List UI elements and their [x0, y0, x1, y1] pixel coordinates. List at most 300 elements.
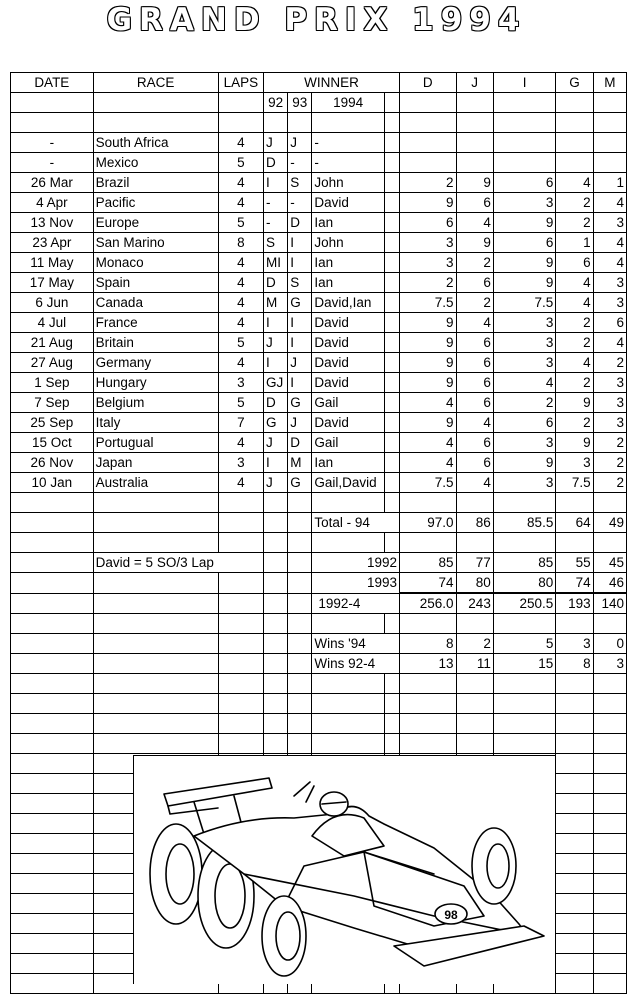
- wins92-4-d: 13: [400, 654, 456, 674]
- race-row: [11, 373, 627, 393]
- race-j-cell: [456, 153, 493, 173]
- race-g-cell: 6: [556, 253, 593, 273]
- marker-cell: [384, 213, 399, 233]
- race-d-cell: 7.5: [400, 473, 456, 493]
- race-i-cell: 4: [493, 373, 556, 393]
- race-laps-cell: 4: [218, 273, 263, 293]
- race-i-cell: 9: [493, 453, 556, 473]
- wins94-j: 2: [456, 634, 493, 654]
- race-w94-cell: Gail: [312, 393, 385, 413]
- marker-cell: [384, 473, 399, 493]
- race-w93-cell: -: [288, 153, 312, 173]
- marker-cell: [384, 313, 399, 333]
- race-m-cell: 2: [593, 433, 626, 453]
- race-row: [11, 173, 627, 193]
- marker-cell: [384, 273, 399, 293]
- race-laps-cell: 4: [218, 193, 263, 213]
- marker-cell: [384, 233, 399, 253]
- race-w94-cell: Ian: [312, 253, 385, 273]
- race-m-cell: 3: [593, 273, 626, 293]
- race-m-cell: 4: [593, 333, 626, 353]
- blank-row: [11, 674, 627, 694]
- race-w92-cell: M: [264, 293, 288, 313]
- race-d-cell: 4: [400, 453, 456, 473]
- race-row: [11, 393, 627, 413]
- race-m-cell: 4: [593, 253, 626, 273]
- race-w93-cell: J: [288, 413, 312, 433]
- race-row: [11, 253, 627, 273]
- race-w92-cell: J: [264, 133, 288, 153]
- race-date-cell: 17 May: [11, 273, 94, 293]
- year-1992-4-row: [11, 593, 627, 614]
- note: David = 5 SO/3 Lap: [93, 553, 263, 573]
- race-w94-cell: John: [312, 233, 385, 253]
- race-race-cell: Italy: [93, 413, 218, 433]
- race-laps-cell: 8: [218, 233, 263, 253]
- header-93: 93: [288, 93, 312, 113]
- race-row: [11, 213, 627, 233]
- wins94-d: 8: [400, 634, 456, 654]
- race-w92-cell: I: [264, 173, 288, 193]
- total-94-row: [11, 513, 627, 533]
- race-row: [11, 413, 627, 433]
- marker-cell: [384, 153, 399, 173]
- wins-94-label: Wins '94: [312, 634, 400, 654]
- race-laps-cell: 5: [218, 333, 263, 353]
- race-i-cell: 9: [493, 213, 556, 233]
- race-laps-cell: 4: [218, 433, 263, 453]
- race-d-cell: 9: [400, 313, 456, 333]
- race-d-cell: 4: [400, 433, 456, 453]
- race-w93-cell: G: [288, 393, 312, 413]
- wins-94-row: [11, 634, 627, 654]
- blank-row: [11, 614, 627, 634]
- race-i-cell: 3: [493, 313, 556, 333]
- y1993-m: 46: [593, 573, 626, 594]
- marker-cell: [384, 393, 399, 413]
- race-m-cell: 2: [593, 473, 626, 493]
- race-w93-cell: D: [288, 433, 312, 453]
- race-laps-cell: 3: [218, 453, 263, 473]
- race-j-cell: 2: [456, 293, 493, 313]
- subheader-row: [11, 93, 627, 113]
- y1993-i: 80: [493, 573, 556, 594]
- race-laps-cell: 4: [218, 253, 263, 273]
- race-w93-cell: S: [288, 173, 312, 193]
- race-row: [11, 153, 627, 173]
- race-w92-cell: I: [264, 313, 288, 333]
- race-race-cell: Europe: [93, 213, 218, 233]
- y1992-j: 77: [456, 553, 493, 573]
- y1992-i: 85: [493, 553, 556, 573]
- marker-cell: [384, 433, 399, 453]
- race-laps-cell: 5: [218, 213, 263, 233]
- race-row: [11, 453, 627, 473]
- race-j-cell: 9: [456, 173, 493, 193]
- race-row: [11, 273, 627, 293]
- race-race-cell: Australia: [93, 473, 218, 493]
- y1993-d: 74: [400, 573, 456, 594]
- wins94-i: 5: [493, 634, 556, 654]
- race-g-cell: 9: [556, 433, 593, 453]
- race-race-cell: Mexico: [93, 153, 218, 173]
- race-w92-cell: MI: [264, 253, 288, 273]
- race-d-cell: [400, 153, 456, 173]
- race-laps-cell: 4: [218, 293, 263, 313]
- race-w92-cell: D: [264, 153, 288, 173]
- race-g-cell: 3: [556, 453, 593, 473]
- race-race-cell: Monaco: [93, 253, 218, 273]
- race-race-cell: San Marino: [93, 233, 218, 253]
- race-w92-cell: I: [264, 453, 288, 473]
- race-g-cell: 9: [556, 393, 593, 413]
- race-w93-cell: I: [288, 373, 312, 393]
- page-title: GRAND PRIX 1994: [106, 2, 527, 38]
- y1992-4-m: 140: [593, 593, 626, 614]
- race-race-cell: Japan: [93, 453, 218, 473]
- race-j-cell: 6: [456, 353, 493, 373]
- wins92-4-j: 11: [456, 654, 493, 674]
- race-i-cell: 3: [493, 193, 556, 213]
- header-g: G: [556, 73, 593, 93]
- race-j-cell: 6: [456, 453, 493, 473]
- race-date-cell: 1 Sep: [11, 373, 94, 393]
- race-i-cell: [493, 133, 556, 153]
- race-j-cell: 6: [456, 373, 493, 393]
- marker-cell: [384, 173, 399, 193]
- race-row: [11, 233, 627, 253]
- race-m-cell: [593, 133, 626, 153]
- race-j-cell: 6: [456, 393, 493, 413]
- race-w94-cell: Ian: [312, 213, 385, 233]
- race-laps-cell: 4: [218, 353, 263, 373]
- race-laps-cell: 4: [218, 133, 263, 153]
- total-94-label: Total - 94: [312, 513, 400, 533]
- race-g-cell: 2: [556, 373, 593, 393]
- race-w93-cell: J: [288, 353, 312, 373]
- race-w93-cell: I: [288, 253, 312, 273]
- total-j: 86: [456, 513, 493, 533]
- race-g-cell: 4: [556, 293, 593, 313]
- race-car-icon: [134, 756, 555, 984]
- race-date-cell: 6 Jun: [11, 293, 94, 313]
- race-j-cell: 4: [456, 213, 493, 233]
- race-date-cell: -: [11, 153, 94, 173]
- race-m-cell: 1: [593, 173, 626, 193]
- blank-row: [11, 493, 627, 513]
- race-row: [11, 313, 627, 333]
- race-w94-cell: John: [312, 173, 385, 193]
- race-w92-cell: J: [264, 433, 288, 453]
- race-j-cell: 6: [456, 433, 493, 453]
- race-w94-cell: Ian: [312, 453, 385, 473]
- race-row: [11, 293, 627, 313]
- header-winner: WINNER: [264, 73, 400, 93]
- race-j-cell: 4: [456, 313, 493, 333]
- race-j-cell: 9: [456, 233, 493, 253]
- year-1993-label: 1993: [312, 573, 400, 594]
- race-car-illustration: [133, 755, 556, 984]
- race-w93-cell: I: [288, 313, 312, 333]
- race-g-cell: 1: [556, 233, 593, 253]
- race-w94-cell: David: [312, 413, 385, 433]
- race-g-cell: 4: [556, 353, 593, 373]
- race-date-cell: 11 May: [11, 253, 94, 273]
- race-d-cell: 3: [400, 233, 456, 253]
- blank-row: [11, 734, 627, 754]
- race-race-cell: France: [93, 313, 218, 333]
- race-race-cell: Spain: [93, 273, 218, 293]
- race-w92-cell: G: [264, 413, 288, 433]
- race-g-cell: 2: [556, 213, 593, 233]
- race-g-cell: [556, 133, 593, 153]
- race-race-cell: South Africa: [93, 133, 218, 153]
- year-1993-row: [11, 573, 627, 594]
- race-m-cell: 3: [593, 293, 626, 313]
- race-j-cell: [456, 133, 493, 153]
- race-date-cell: 26 Nov: [11, 453, 94, 473]
- race-w92-cell: -: [264, 213, 288, 233]
- race-w94-cell: David: [312, 353, 385, 373]
- race-w94-cell: David: [312, 373, 385, 393]
- race-d-cell: 2: [400, 173, 456, 193]
- marker-cell: [384, 453, 399, 473]
- header-j: J: [456, 73, 493, 93]
- marker-cell: [384, 353, 399, 373]
- header-date: DATE: [11, 73, 94, 93]
- total-g: 64: [556, 513, 593, 533]
- race-m-cell: 4: [593, 233, 626, 253]
- race-d-cell: 7.5: [400, 293, 456, 313]
- wins-92-4-row: [11, 654, 627, 674]
- race-d-cell: 9: [400, 193, 456, 213]
- race-w93-cell: J: [288, 133, 312, 153]
- race-race-cell: Brazil: [93, 173, 218, 193]
- marker-cell: [384, 193, 399, 213]
- blank-row: [11, 533, 627, 553]
- race-race-cell: Germany: [93, 353, 218, 373]
- total-m: 49: [593, 513, 626, 533]
- y1992-4-d: 256.0: [400, 593, 456, 614]
- wins92-4-g: 8: [556, 654, 593, 674]
- race-i-cell: 3: [493, 353, 556, 373]
- race-m-cell: [593, 153, 626, 173]
- header-race: RACE: [93, 73, 218, 93]
- y1993-j: 80: [456, 573, 493, 594]
- marker-cell: [384, 333, 399, 353]
- total-i: 85.5: [493, 513, 556, 533]
- race-i-cell: 6: [493, 173, 556, 193]
- race-g-cell: [556, 153, 593, 173]
- race-laps-cell: 3: [218, 373, 263, 393]
- race-date-cell: 15 Oct: [11, 433, 94, 453]
- race-laps-cell: 4: [218, 473, 263, 493]
- race-w94-cell: David: [312, 333, 385, 353]
- y1992-g: 55: [556, 553, 593, 573]
- race-j-cell: 4: [456, 413, 493, 433]
- race-d-cell: 9: [400, 413, 456, 433]
- race-d-cell: 9: [400, 373, 456, 393]
- race-row: [11, 133, 627, 153]
- race-laps-cell: 7: [218, 413, 263, 433]
- race-i-cell: 9: [493, 273, 556, 293]
- race-m-cell: 3: [593, 213, 626, 233]
- race-w93-cell: -: [288, 193, 312, 213]
- race-w93-cell: G: [288, 293, 312, 313]
- race-i-cell: 6: [493, 413, 556, 433]
- header-i: I: [493, 73, 556, 93]
- marker-cell: [384, 293, 399, 313]
- race-i-cell: 3: [493, 473, 556, 493]
- race-w93-cell: M: [288, 453, 312, 473]
- year-1992-4-label: 1992-4: [312, 593, 400, 614]
- race-w94-cell: David: [312, 193, 385, 213]
- race-j-cell: 6: [456, 333, 493, 353]
- race-w94-cell: -: [312, 133, 385, 153]
- marker-cell: [384, 413, 399, 433]
- race-date-cell: 23 Apr: [11, 233, 94, 253]
- race-g-cell: 2: [556, 413, 593, 433]
- year-1992-row: [11, 553, 627, 573]
- car-number: 98: [444, 908, 458, 922]
- total-d: 97.0: [400, 513, 456, 533]
- y1993-g: 74: [556, 573, 593, 594]
- wins92-4-i: 15: [493, 654, 556, 674]
- race-g-cell: 2: [556, 313, 593, 333]
- race-g-cell: 2: [556, 193, 593, 213]
- race-m-cell: 2: [593, 453, 626, 473]
- race-w94-cell: David: [312, 313, 385, 333]
- y1992-d: 85: [400, 553, 456, 573]
- race-j-cell: 6: [456, 193, 493, 213]
- race-laps-cell: 4: [218, 173, 263, 193]
- y1992-4-g: 193: [556, 593, 593, 614]
- race-m-cell: 4: [593, 193, 626, 213]
- race-laps-cell: 5: [218, 153, 263, 173]
- race-date-cell: -: [11, 133, 94, 153]
- marker-cell: [384, 253, 399, 273]
- race-d-cell: 3: [400, 253, 456, 273]
- race-d-cell: 9: [400, 333, 456, 353]
- race-w92-cell: GJ: [264, 373, 288, 393]
- race-w93-cell: S: [288, 273, 312, 293]
- race-race-cell: Britain: [93, 333, 218, 353]
- y1992-4-j: 243: [456, 593, 493, 614]
- wins92-4-m: 3: [593, 654, 626, 674]
- race-i-cell: 9: [493, 253, 556, 273]
- race-i-cell: 6: [493, 233, 556, 253]
- race-i-cell: 7.5: [493, 293, 556, 313]
- race-m-cell: 2: [593, 353, 626, 373]
- wins-92-4-label: Wins 92-4: [312, 654, 400, 674]
- race-d-cell: 2: [400, 273, 456, 293]
- race-w92-cell: -: [264, 193, 288, 213]
- race-date-cell: 4 Apr: [11, 193, 94, 213]
- race-w92-cell: J: [264, 473, 288, 493]
- race-w94-cell: Gail: [312, 433, 385, 453]
- race-w92-cell: I: [264, 353, 288, 373]
- wins94-m: 0: [593, 634, 626, 654]
- header-d: D: [400, 73, 456, 93]
- race-d-cell: 6: [400, 213, 456, 233]
- marker-cell: [384, 133, 399, 153]
- header-1994: 1994: [312, 93, 385, 113]
- header-laps: LAPS: [218, 73, 263, 93]
- blank-row: [11, 113, 627, 133]
- race-laps-cell: 5: [218, 393, 263, 413]
- race-date-cell: 26 Mar: [11, 173, 94, 193]
- race-m-cell: 6: [593, 313, 626, 333]
- race-w92-cell: D: [264, 273, 288, 293]
- header-m: M: [593, 73, 626, 93]
- race-d-cell: 4: [400, 393, 456, 413]
- wins94-g: 3: [556, 634, 593, 654]
- y1992-m: 45: [593, 553, 626, 573]
- race-w93-cell: I: [288, 233, 312, 253]
- race-race-cell: Belgium: [93, 393, 218, 413]
- race-date-cell: 21 Aug: [11, 333, 94, 353]
- race-i-cell: 3: [493, 333, 556, 353]
- blank-row: [11, 714, 627, 734]
- race-g-cell: 7.5: [556, 473, 593, 493]
- race-laps-cell: 4: [218, 313, 263, 333]
- race-d-cell: 9: [400, 353, 456, 373]
- race-i-cell: 3: [493, 433, 556, 453]
- race-date-cell: 13 Nov: [11, 213, 94, 233]
- race-race-cell: Pacific: [93, 193, 218, 213]
- race-row: [11, 333, 627, 353]
- race-row: [11, 433, 627, 453]
- y1992-4-i: 250.5: [493, 593, 556, 614]
- race-i-cell: 2: [493, 393, 556, 413]
- race-w92-cell: D: [264, 393, 288, 413]
- race-w93-cell: I: [288, 333, 312, 353]
- race-date-cell: 7 Sep: [11, 393, 94, 413]
- marker-cell: [384, 373, 399, 393]
- race-race-cell: Canada: [93, 293, 218, 313]
- race-j-cell: 4: [456, 473, 493, 493]
- race-j-cell: 6: [456, 273, 493, 293]
- race-w93-cell: D: [288, 213, 312, 233]
- race-date-cell: 4 Jul: [11, 313, 94, 333]
- race-date-cell: 25 Sep: [11, 413, 94, 433]
- race-date-cell: 27 Aug: [11, 353, 94, 373]
- header-row: [11, 73, 627, 93]
- race-w94-cell: Ian: [312, 273, 385, 293]
- race-row: [11, 473, 627, 493]
- race-w94-cell: Gail,David: [312, 473, 385, 493]
- race-w94-cell: David,Ian: [312, 293, 385, 313]
- race-g-cell: 4: [556, 273, 593, 293]
- race-date-cell: 10 Jan: [11, 473, 94, 493]
- race-row: [11, 353, 627, 373]
- race-race-cell: Portugual: [93, 433, 218, 453]
- header-92: 92: [264, 93, 288, 113]
- race-d-cell: [400, 133, 456, 153]
- race-m-cell: 3: [593, 413, 626, 433]
- race-w92-cell: J: [264, 333, 288, 353]
- race-g-cell: 4: [556, 173, 593, 193]
- race-g-cell: 2: [556, 333, 593, 353]
- race-w94-cell: -: [312, 153, 385, 173]
- race-i-cell: [493, 153, 556, 173]
- race-w93-cell: G: [288, 473, 312, 493]
- race-w92-cell: S: [264, 233, 288, 253]
- blank-row: [11, 694, 627, 714]
- race-m-cell: 3: [593, 373, 626, 393]
- race-m-cell: 3: [593, 393, 626, 413]
- year-1992-label: 1992: [312, 553, 400, 573]
